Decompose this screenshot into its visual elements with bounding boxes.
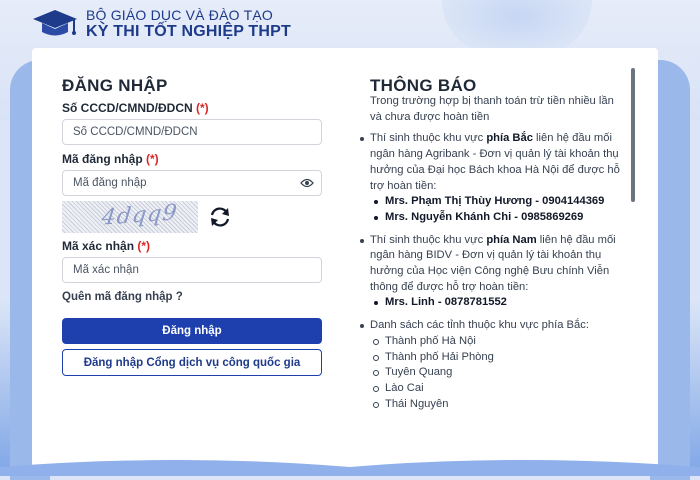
eye-icon[interactable] (300, 177, 314, 189)
id-number-input[interactable] (62, 119, 322, 145)
province-item: Lào Cai (370, 381, 628, 397)
login-button[interactable]: Đăng nhập (62, 318, 322, 344)
north-contact: Mrs. Nguyễn Khánh Chi - 0985869269 (370, 210, 628, 226)
password-label (62, 152, 159, 166)
province-item: Thái Nguyên (370, 397, 628, 413)
province-item: Thành phố Hải Phòng (370, 350, 628, 366)
national-portal-login-button[interactable]: Đăng nhập Cổng dịch vụ công quốc gia (62, 349, 322, 376)
captcha-input[interactable] (62, 257, 322, 283)
login-title: ĐĂNG NHẬP (62, 76, 168, 95)
required-mark: (*) (146, 152, 159, 166)
password-label-text: Mã đăng nhập (62, 152, 143, 166)
site-header (32, 3, 291, 45)
notice-provinces-item (360, 318, 628, 412)
province-item: Tuyên Quang (370, 365, 628, 381)
forgot-code-link[interactable]: Quên mã đăng nhập ? (62, 291, 183, 303)
required-mark: (*) (137, 239, 151, 253)
notice-content[interactable] (360, 94, 628, 410)
notice-intro: Trong trường hợp bị thanh toán trừ tiền nhiều lần và chưa được hoàn tiền (370, 95, 614, 123)
book-bottom-curve (0, 455, 700, 476)
south-region: phía Nam (486, 233, 537, 246)
id-label-text: Số CCCD/CMND/ĐDCN (62, 101, 193, 115)
south-contact: Mrs. Linh - 0878781552 (370, 295, 628, 311)
provinces-heading: Danh sách các tỉnh thuộc khu vực phía Bắc: (370, 319, 589, 332)
captcha-text: 4dqq9 (100, 200, 179, 231)
captcha-image (62, 201, 198, 233)
notice-title: THÔNG BÁO (370, 76, 477, 95)
refresh-icon[interactable] (208, 206, 232, 228)
notice-south-item (360, 233, 628, 312)
notice-scrollbar[interactable] (631, 68, 635, 202)
north-pre: Thí sinh thuộc khu vực (370, 132, 487, 145)
notice-north-item (360, 131, 628, 225)
exam-title: KỲ THI TỐT NGHIỆP THPT (86, 22, 292, 40)
south-pre: Thí sinh thuộc khu vực (370, 233, 487, 246)
captcha-label (62, 239, 150, 253)
province-item: Thành phố Hà Nội (370, 334, 628, 350)
south-post: liên hệ đầu mối ngân hàng BIDV - Đơn vị quản lý tài khoản thụ hưởng của Học viện Công nghệ Bưu chính Viễn thông để được hỗ trợ hoàn tiền: (370, 233, 616, 293)
north-post: liên hệ đầu mối ngân hàng Agribank - Đơn vị quản lý tài khoản thụ hưởng của Đại học Bách khoa Hà Nội để được hỗ trợ hoàn tiền: (370, 132, 620, 192)
required-mark: (*) (196, 101, 209, 115)
graduation-cap-icon (32, 6, 78, 42)
id-label (62, 101, 209, 115)
north-contact: Mrs. Phạm Thị Thùy Hương - 0904144369 (370, 194, 628, 210)
org-name: BỘ GIÁO DỤC VÀ ĐÀO TẠO (86, 6, 273, 23)
captcha-label-text: Mã xác nhận (62, 239, 135, 253)
login-code-input[interactable] (62, 170, 322, 196)
north-region: phía Bắc (486, 132, 533, 145)
